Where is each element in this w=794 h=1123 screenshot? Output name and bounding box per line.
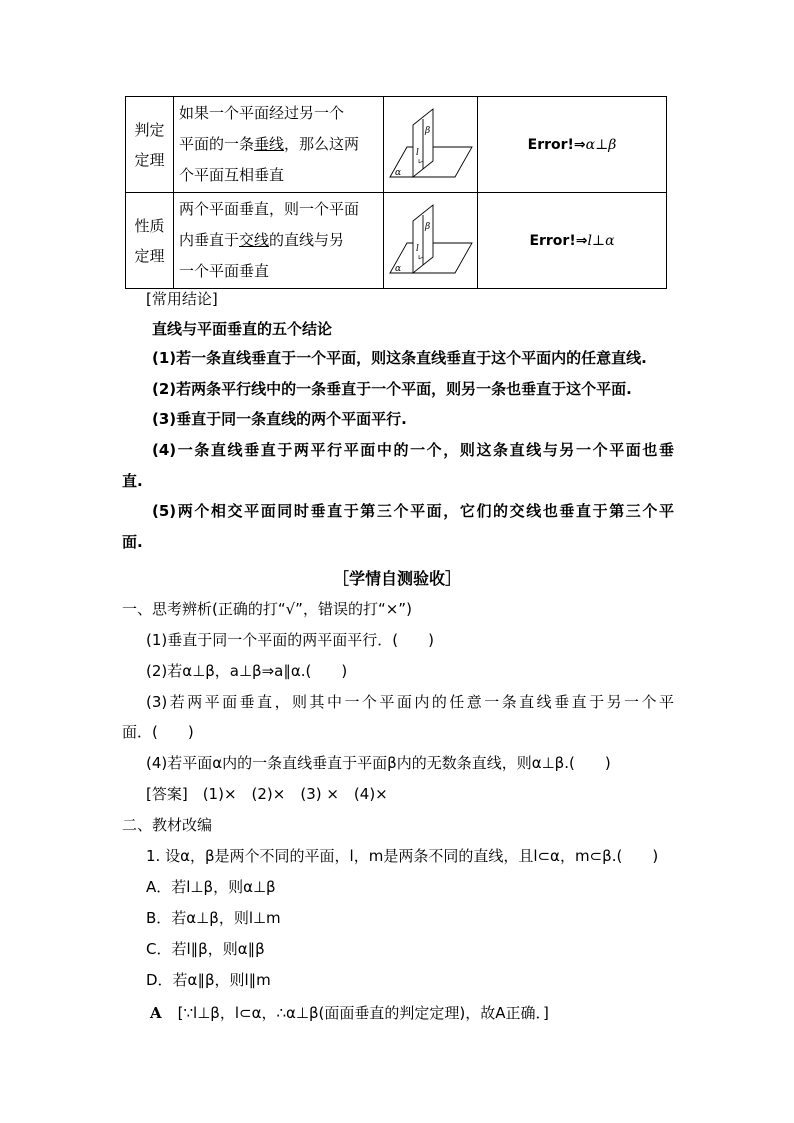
judgement-question: (3)若两平面垂直，则其中一个平面内的任意一条直线垂直于另一个平	[146, 693, 674, 711]
text-line	[179, 129, 379, 160]
choice-option-b: B．若α⊥β，则l⊥m	[146, 909, 281, 927]
part-one-heading: 一、思考辨析(正确的打“√”，错误的打“×”)	[122, 600, 412, 618]
label-line: 性质	[134, 216, 165, 235]
conclusion-item-continued: 直.	[122, 472, 143, 490]
alpha-label: α	[394, 263, 401, 274]
theorem-text	[174, 193, 384, 289]
text-segment: ，那么这两	[284, 135, 360, 153]
judgement-question-continued: 面．( )	[122, 723, 194, 741]
judgement-question: (4)若平面α内的一条直线垂直于平面β内的无数条直线，则α⊥β.( )	[146, 754, 611, 772]
beta-label: β	[424, 125, 430, 136]
theorem-table	[125, 96, 667, 289]
judgement-question: (1)垂直于同一个平面的两平面平行．( )	[146, 631, 434, 649]
conclusion-item: (1)若一条直线垂直于一个平面，则这条直线垂直于这个平面内的任意直线.	[152, 349, 647, 367]
table-row	[126, 193, 667, 289]
plane-figure	[384, 193, 478, 289]
formula-math: α⊥β	[585, 136, 617, 153]
theorem-formula	[478, 193, 667, 289]
choice-option-c: C．若l∥β，则α∥β	[146, 940, 265, 958]
text-line	[179, 225, 379, 256]
solution-letter: A	[150, 1004, 162, 1022]
conclusion-item: (4)一条直线垂直于两平行平面中的一个，则这条直线与另一个平面也垂	[152, 441, 674, 459]
formula-math: l⊥α	[587, 232, 615, 249]
label-line: 判定	[134, 120, 165, 139]
text-segment: 内垂直于	[179, 231, 240, 249]
underlined-term: 垂线	[254, 135, 285, 153]
solution-line	[150, 1002, 549, 1023]
text-segment: 的直线与另	[269, 231, 345, 249]
conclusion-item: (3)垂直于同一条直线的两个平面平行.	[152, 410, 407, 428]
section-title: ［学情自测验收］	[332, 569, 461, 588]
alpha-label: α	[394, 167, 401, 178]
formula-prefix: Error!⇒	[527, 136, 586, 153]
choice-question: 1. 设α，β是两个不同的平面，l，m是两条不同的直线，且l⊂α，m⊂β.( )	[146, 847, 659, 865]
judgement-question: (2)若α⊥β，a⊥β⇒a∥α.( )	[146, 662, 348, 680]
text-segment: 平面的一条	[179, 135, 255, 153]
part-two-heading: 二、教材改编	[122, 816, 213, 834]
label-line: 定理	[134, 246, 165, 265]
answer-line: [答案] (1)× (2)× (3) × (4)×	[146, 785, 388, 803]
perpendicular-planes-figure	[388, 201, 474, 281]
theorem-text	[174, 97, 384, 193]
row-label	[126, 193, 174, 289]
solution-text: [∵l⊥β，l⊂α，∴α⊥β(面面垂直的判定定理)，故A正确．]	[177, 1004, 549, 1022]
row-label	[126, 97, 174, 193]
table-row	[126, 97, 667, 193]
theorem-formula	[478, 97, 667, 193]
text-line: 一个平面垂直	[179, 262, 270, 280]
conclusion-item: (5)两个相交平面同时垂直于第三个平面，它们的交线也垂直于第三个平	[152, 502, 674, 520]
common-conclusions-heading: 直线与平面垂直的五个结论	[152, 320, 333, 338]
l-label: l	[415, 243, 419, 254]
text-line: 如果一个平面经过另一个	[179, 104, 345, 122]
beta-label: β	[424, 221, 430, 232]
text-line: 个平面互相垂直	[179, 166, 285, 184]
text-line: 两个平面垂直，则一个平面	[179, 200, 360, 218]
label-line: 定理	[134, 150, 165, 169]
common-conclusions-tag: [常用结论]	[146, 290, 218, 308]
perpendicular-planes-figure	[388, 105, 474, 185]
formula-prefix: Error!⇒	[529, 232, 588, 249]
underlined-term: 交线	[239, 231, 270, 249]
l-label: l	[415, 147, 419, 158]
conclusion-item: (2)若两条平行线中的一条垂直于一个平面，则另一条也垂直于这个平面.	[152, 380, 632, 398]
choice-option-d: D．若α∥β，则l∥m	[146, 971, 271, 989]
choice-option-a: A．若l⊥β，则α⊥β	[146, 878, 276, 896]
conclusion-item-continued: 面.	[122, 533, 143, 551]
plane-figure	[384, 97, 478, 193]
